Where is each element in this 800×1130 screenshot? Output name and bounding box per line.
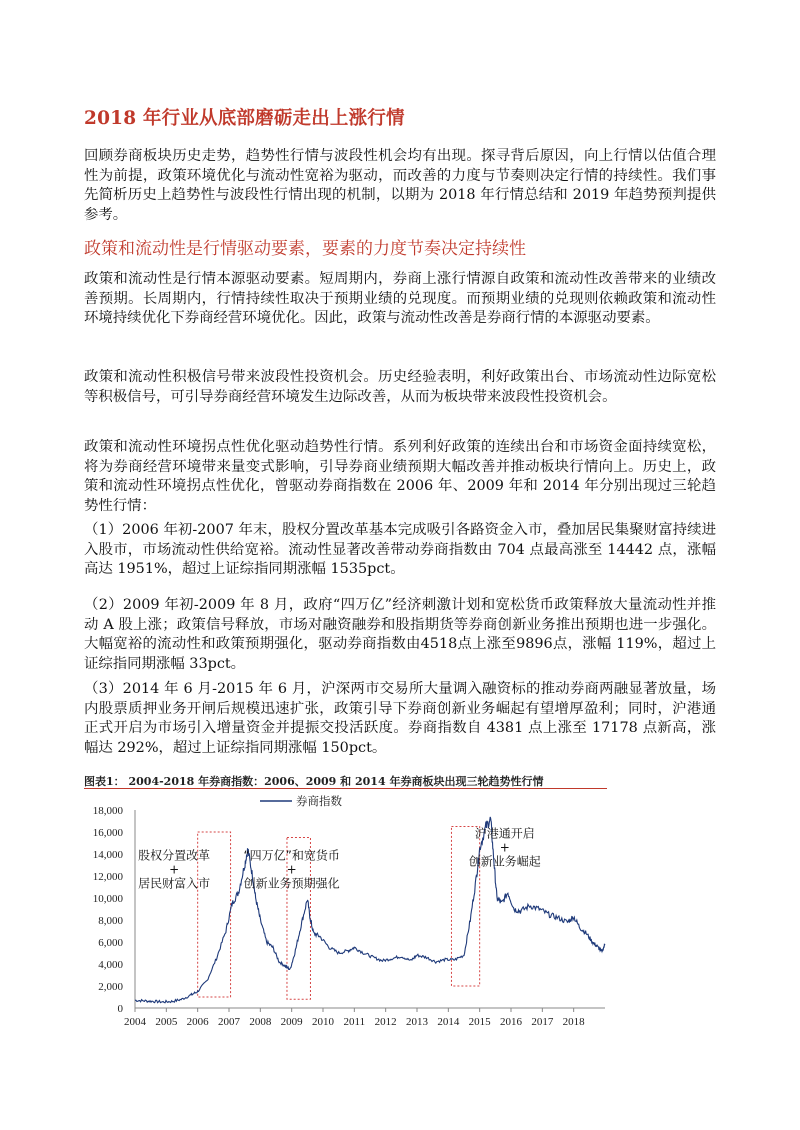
figure-caption: 图表1： 2004-2018 年券商指数：2006、2009 和 2014 年券商板块出现三轮趋势性行情	[84, 775, 544, 788]
x-tick-label: 2016	[500, 1016, 522, 1028]
x-tick-label: 2011	[343, 1016, 366, 1028]
x-tick-label: 2018	[562, 1016, 585, 1028]
section-subheading: 政策和流动性是行情驱动要素，要素的力度节奏决定持续性	[84, 239, 526, 259]
y-tick-label: 12,000	[92, 871, 123, 883]
y-tick-label: 10,000	[92, 893, 123, 905]
annotation-label: 股权分置改革	[138, 848, 211, 863]
paragraph-drivers: 政策和流动性是行情本源驱动要素。短周期内，券商上涨行情源自政策和流动性改善带来的业绩改善预期。长周期内，行情持续性取决于预期业绩的兑现度。而预期业绩的兑现则依赖政策和流动性环境持续优化下券商经营环境优化。因此，政策与流动性改善是券商行情的本源驱动要素。	[84, 271, 716, 326]
broker-index-chart	[80, 790, 620, 1030]
y-tick-label: 2,000	[98, 981, 123, 993]
y-tick-label: 0	[117, 1003, 123, 1015]
annotation-label: 沪港通开启	[474, 826, 535, 841]
annotation-label: +	[499, 840, 510, 855]
legend-label: 券商指数	[296, 794, 342, 808]
y-tick-label: 8,000	[98, 915, 123, 927]
y-tick-label: 18,000	[92, 805, 123, 817]
annotation-label: +	[286, 862, 297, 877]
paragraph-trend-market: 政策和流动性环境拐点性优化驱动趋势性行情。系列利好政策的连续出台和市场资金面持续宽松，将为券商经营环境带来量变式影响，引导券商业绩预期大幅改善并推动板块行情向上。历史上，政策和流动性环境拐点性优化，曾驱动券商指数在 2006 年、2009 年和 2014 年分别出现过三轮趋势性行情：	[84, 439, 716, 514]
x-tick-label: 2005	[155, 1016, 178, 1028]
caption-rule	[84, 788, 607, 789]
paragraph-2006-rally: （1）2006 年初-2007 年末，股权分置改革基本完成吸引各路资金入市，叠加居民集聚财富持续进入股市，市场流动性供给宽裕。流动性显著改善带动券商指数由 704 点最高涨至 14442 点，涨幅高达 1951%，超过上证综指同期涨幅 1535pct。	[84, 522, 716, 577]
x-tick-label: 2010	[312, 1016, 334, 1028]
annotation-label: 创新业务崛起	[468, 854, 541, 869]
series-line-group	[135, 817, 605, 1003]
x-tick-label: 2014	[437, 1016, 460, 1028]
x-tick-label: 2006	[186, 1016, 209, 1028]
x-tick-label: 2015	[468, 1016, 491, 1028]
x-tick-label: 2004	[124, 1016, 146, 1028]
x-tick-label: 2008	[249, 1016, 272, 1028]
series-line-broker-index	[135, 817, 605, 1003]
paragraph-2009-rally: （2）2009 年初-2009 年 8 月，政府“四万亿”经济刺激计划和宽松货币政策释放大量流动性并推动 A 股上涨；政策信号释放，市场对融资融券和股指期货等券商创新业务推出预期也进一步强化。大幅宽裕的流动性和政策预期强化，驱动券商指数由4518点上涨至9896点，涨幅 119%，超过上证综指同期涨幅 33pct。	[84, 597, 716, 672]
y-tick-label: 14,000	[92, 849, 123, 861]
intro-paragraph: 回顾券商板块历史走势，趋势性行情与波段性机会均有出现。探寻背后原因，向上行情以估值合理性为前提，政策环境优化与流动性宽裕为驱动，而改善的力度与节奏则决定行情的持续性。我们事先简析历史上趋势性与波段性行情出现的机制，以期为 2018 年行情总结和 2019 年趋势预判提供参考。	[84, 148, 716, 223]
y-tick-label: 4,000	[98, 959, 123, 971]
chart-labels	[138, 794, 541, 891]
x-tick-label: 2013	[406, 1016, 428, 1028]
highlight-box	[451, 827, 479, 987]
paragraph-2014-rally: （3）2014 年 6 月-2015 年 6 月，沪深两市交易所大量调入融资标的推动券商两融显著放量，场内股票质押业务开闸后规模迅速扩张，政策引导下券商创新业务崛起有望增厚盈利；同时，沪港通正式开启为市场引入增量资金并提振交投活跃度。券商指数自 4381 点上涨至 17178 点新高，涨幅达 292%，超过上证综指同期涨幅 150pct。	[84, 681, 716, 756]
x-tick-label: 2007	[218, 1016, 240, 1028]
section-heading: 2018 年行业从底部磨砺走出上涨行情	[84, 108, 405, 129]
x-tick-label: 2017	[531, 1016, 554, 1028]
y-tick-label: 6,000	[98, 937, 123, 949]
annotation-label: 创新业务预期强化	[243, 876, 340, 891]
x-tick-label: 2012	[374, 1016, 397, 1028]
x-tick-label: 2009	[280, 1016, 303, 1028]
annotation-label: “四万亿”和宽货币	[243, 848, 340, 863]
annotation-label: +	[169, 862, 180, 877]
annotation-label: 居民财富入市	[138, 876, 211, 891]
paragraph-band-opportunity: 政策和流动性积极信号带来波段性投资机会。历史经验表明，利好政策出台、市场流动性边际宽松等积极信号，可引导券商经营环境发生边际改善，从而为板块带来波段性投资机会。	[84, 369, 716, 405]
y-tick-label: 16,000	[92, 827, 123, 839]
